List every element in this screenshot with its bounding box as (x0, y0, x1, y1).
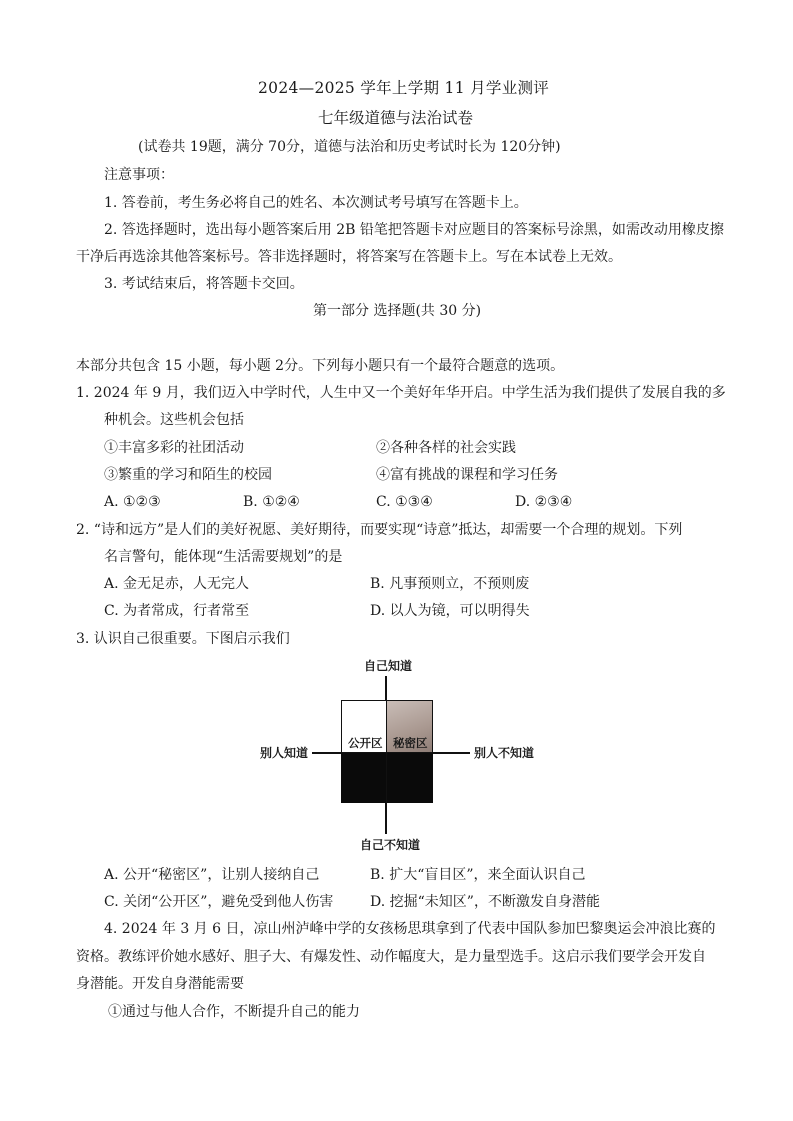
q1-option-c: C. ①③④ (376, 494, 433, 510)
q3-option-c: C. 关闭“公开区”，避免受到他人伤害 (104, 894, 334, 910)
q2-stem-line2: 名言警句，能体现“生活需要规划”的是 (104, 549, 343, 565)
q4-statement-1: ①通过与他人合作，不断提升自己的能力 (108, 1004, 360, 1020)
q3-stem: 3. 认识自己很重要。下图启示我们 (76, 631, 290, 647)
note-item-1: 1. 答卷前，考生务必将自己的姓名、本次测试考号填写在答题卡上。 (104, 195, 528, 211)
diagram-label-right: 别人不知道 (474, 746, 535, 760)
q1-option-a: A. ①②③ (104, 494, 161, 510)
q1-stem-line2: 种机会。这些机会包括 (104, 412, 244, 428)
quadrant-unknown-area (387, 753, 433, 803)
q2-option-d: D. 以人为镜，可以明得失 (370, 603, 530, 619)
q4-stem-line2: 资格。教练评价她水感好、胆子大、有爆发性、动作幅度大，是力量型选手。这启示我们要学会开发自 (76, 949, 706, 965)
q4-stem-line3: 身潜能。开发自身潜能需要 (76, 976, 244, 992)
exam-info: (试卷共 19题，满分 70分，道德与法治和历史考试时长为 120分钟) (138, 139, 561, 155)
q2-option-b: B. 凡事预则立，不预则废 (370, 576, 530, 592)
q2-stem-line1: 2. “诗和远方”是人们的美好祝愿、美好期待，而要实现“诗意”抵达，却需要一个合理的规划。下列 (76, 522, 683, 538)
diagram-label-bottom: 自己不知道 (360, 838, 421, 852)
note-item-3: 3. 考试结束后，将答题卡交回。 (104, 276, 304, 292)
q3-option-a: A. 公开“秘密区”，让别人接纳自己 (104, 867, 320, 883)
q1-statement-1: ①丰富多彩的社团活动 (104, 440, 244, 456)
q1-statement-3: ③繁重的学习和陌生的校园 (104, 467, 272, 483)
exam-title: 2024—2025 学年上学期 11 月学业测评 (258, 79, 550, 97)
q3-option-d: D. 挖掘“未知区”，不断激发自身潜能 (370, 894, 600, 910)
q2-option-a: A. 金无足赤，人无完人 (104, 576, 250, 592)
notes-heading: 注意事项： (104, 167, 174, 183)
note-item-2-line1: 2. 答选择题时，选出每小题答案后用 2B 铅笔把答题卡对应题目的答案标号涂黑，如需改动用橡皮擦 (104, 222, 724, 238)
diagram-label-left: 别人知道 (260, 746, 309, 760)
q1-statement-4: ④富有挑战的课程和学习任务 (376, 467, 558, 483)
section-title: 第一部分 选择题(共 30 分) (313, 303, 482, 319)
q4-stem-line1: 4. 2024 年 3 月 6 日，凉山州泸峰中学的女孩杨思琪拿到了代表中国队参加巴黎奥运会冲浪比赛的 (104, 921, 716, 937)
q1-option-b: B. ①②④ (243, 494, 300, 510)
quadrant-blind-area (341, 753, 386, 803)
q1-statement-2: ②各种各样的社会实践 (376, 440, 516, 456)
q2-option-c: C. 为者常成，行者常至 (104, 603, 250, 619)
q3-option-b: B. 扩大“盲目区”，来全面认识自己 (370, 867, 586, 883)
q1-option-d: D. ②③④ (515, 494, 573, 510)
quadrant-label-secret: 秘密区 (393, 736, 428, 750)
note-item-2-line2: 干净后再选涂其他答案标号。答非选择题时，将答案写在答题卡上。写在本试卷上无效。 (76, 249, 622, 265)
quadrant-label-open: 公开区 (348, 736, 383, 750)
exam-subject-title: 七年级道德与法治试卷 (318, 109, 474, 127)
q1-stem-line1: 1. 2024 年 9 月，我们迈入中学时代，人生中又一个美好年华开启。中学生活为我们提供了发展自我的多 (76, 385, 726, 401)
section-intro: 本部分共包含 15 小题，每小题 2分。下列每小题只有一个最符合题意的选项。 (76, 358, 565, 374)
diagram-label-top: 自己知道 (364, 659, 413, 673)
